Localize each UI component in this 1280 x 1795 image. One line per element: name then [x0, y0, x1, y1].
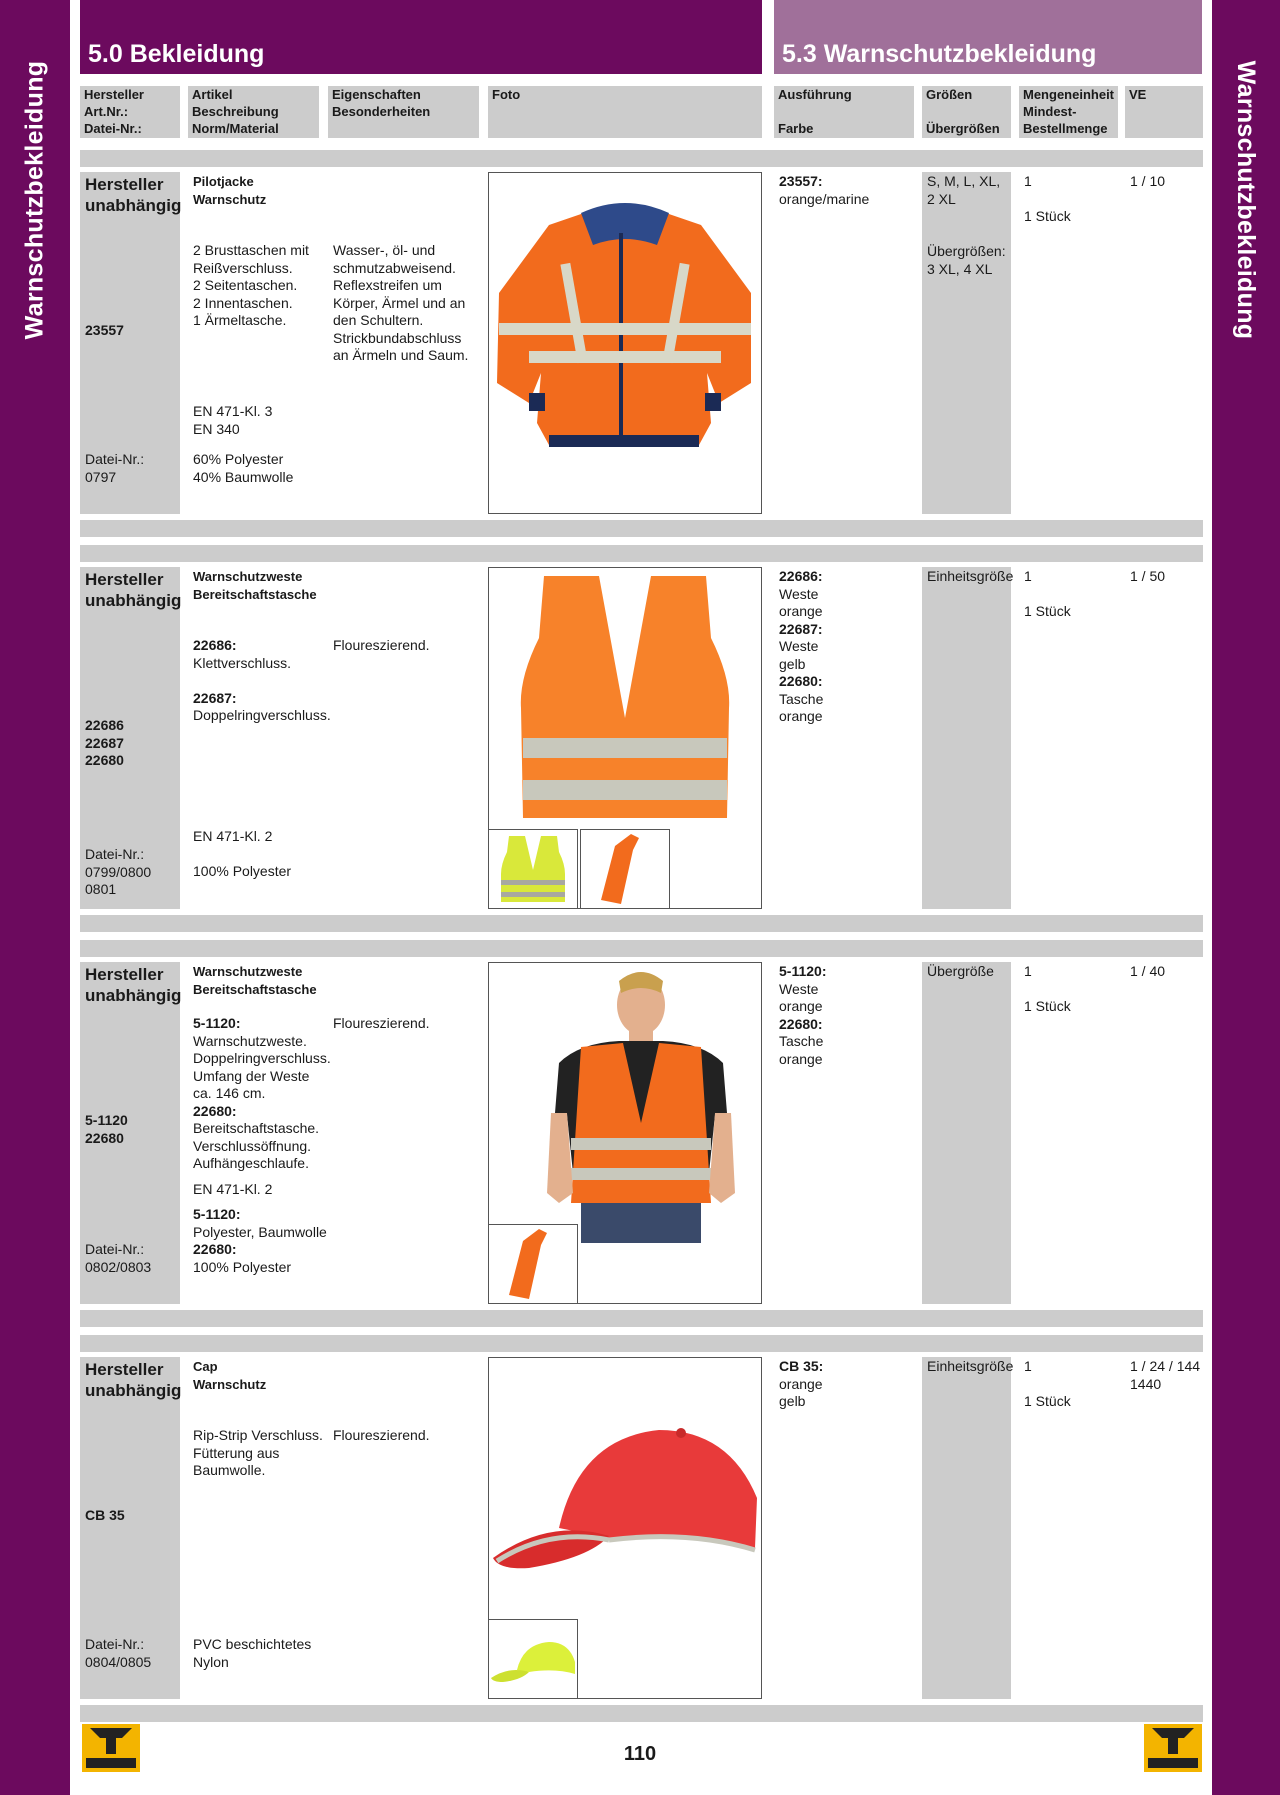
sizes-cell [922, 1357, 1014, 1699]
divider [80, 940, 1203, 957]
sizes-cell [922, 962, 1011, 1304]
manufacturer-name: Hersteller unabhängig [85, 1360, 182, 1400]
manufacturer-name: Hersteller unabhängig [85, 570, 182, 610]
col-header-ve: VE [1125, 86, 1203, 138]
product-unit: 1 1 Stück [1024, 568, 1071, 619]
sizes-cell [922, 567, 1014, 909]
product-description: Rip-Strip Verschluss. Fütterung aus Baumwolle. [193, 1427, 323, 1478]
product-unit: 1 1 Stück [1024, 1358, 1071, 1409]
product-properties: Floureszierend. [333, 1427, 430, 1443]
right-side-band [1212, 0, 1280, 1795]
article-numbers: 22686 22687 22680 [85, 717, 124, 768]
product-material: 100% Polyester [193, 863, 292, 879]
product-ve: 1 / 24 / 144 1440 [1130, 1358, 1201, 1392]
product-sizes: Einheitsgröße [927, 568, 1014, 584]
section-header: 5.0 Bekleidung [80, 0, 762, 74]
divider [80, 915, 1203, 932]
product-description: 2 Brusttaschen mit Reißverschluss. 2 Seitentaschen. 2 Innentaschen. 1 Ärmeltasche. [193, 242, 309, 328]
product-unit: 1 1 Stück [1024, 173, 1071, 224]
divider [80, 1705, 1203, 1722]
manufacturer-name: Hersteller unabhängig [85, 965, 182, 1005]
article-numbers: CB 35 [85, 1507, 125, 1523]
product-description: 5-1120: Warnschutzweste. Doppelringverschluss. Umfang der Weste ca. 146 cm. 22680: Bereitschaftstasche. Verschlussöffnung. Aufhängeschlaufe. [193, 1015, 331, 1171]
product-title: Warnschutzweste Bereitschaftstasche [193, 964, 317, 997]
product-material: 5-1120: Polyester, Baumwolle 22680: 100% Polyester [193, 1206, 327, 1275]
product-ve: 1 / 40 [1130, 963, 1166, 979]
subsection-header: 5.3 Warnschutzbekleidung [774, 0, 1202, 74]
file-number: Datei-Nr.: 0797 [85, 451, 145, 485]
col-header-article: Artikel Beschreibung Norm/Material [188, 86, 319, 138]
product-execution: 23557: orange/marine [779, 173, 870, 207]
product-ve: 1 / 50 [1130, 568, 1166, 584]
col-header-manufacturer: Hersteller Art.Nr.: Datei-Nr.: [80, 86, 180, 138]
left-side-title: Warnschutzbekleidung [20, 60, 49, 340]
file-number: Datei-Nr.: 0802/0803 [85, 1241, 152, 1275]
col-header-execution: Ausführung Farbe [774, 86, 914, 138]
product-ve: 1 / 10 [1130, 173, 1166, 189]
product-norm: EN 471-Kl. 2 [193, 1181, 273, 1197]
col-header-unit: Mengeneinheit Mindest- Bestellmenge [1019, 86, 1118, 138]
product-description: 22686: Klettverschluss. 22687: Doppelringverschluss. [193, 637, 331, 723]
page-number: 110 [623, 1743, 657, 1765]
col-header-photo: Foto [488, 86, 762, 138]
product-norm: EN 471-Kl. 2 [193, 828, 273, 844]
divider [80, 520, 1203, 537]
product-photo-pilot-jacket [488, 172, 762, 514]
right-side-title: Warnschutzbekleidung [1232, 60, 1261, 340]
product-sizes: Einheitsgröße [927, 1358, 1014, 1374]
thumbnail-yellow-vest [488, 829, 578, 909]
product-title: Pilotjacke Warnschutz [193, 174, 267, 207]
file-number: Datei-Nr.: 0804/0805 [85, 1636, 152, 1670]
article-numbers: 5-1120 22680 [85, 1112, 128, 1146]
divider [80, 545, 1203, 562]
thumbnail-yellow-cap [488, 1619, 578, 1699]
product-material: PVC beschichtetes Nylon [193, 1636, 312, 1670]
col-header-properties: Eigenschaften Besonderheiten [328, 86, 479, 138]
product-execution: 5-1120: Weste orange 22680: Tasche orange [779, 963, 827, 1067]
col-header-sizes: Größen Übergrößen [922, 86, 1011, 138]
thumbnail-orange-bag [580, 829, 670, 909]
product-execution: 22686: Weste orange 22687: Weste gelb 22680: Tasche orange [779, 568, 824, 724]
left-side-band [0, 0, 70, 1795]
product-title: Cap Warnschutz [193, 1359, 267, 1392]
product-properties: Wasser-, öl- und schmutzabweisend. Reflexstreifen um Körper, Ärmel und an den Schultern. Strickbundabschluss an Ärmeln und Saum. [333, 242, 469, 363]
product-properties: Floureszierend. [333, 1015, 430, 1031]
product-sizes: S, M, L, XL, 2 XL Übergrößen: 3 XL, 4 XL [927, 173, 1006, 277]
thumbnail-orange-bag [488, 1224, 578, 1304]
product-unit: 1 1 Stück [1024, 963, 1071, 1014]
product-norm: EN 471-Kl. 3 EN 340 [193, 403, 273, 437]
divider [80, 150, 1203, 167]
manufacturer-name: Hersteller unabhängig [85, 175, 182, 215]
product-execution: CB 35: orange gelb [779, 1358, 824, 1409]
product-material: 60% Polyester 40% Baumwolle [193, 451, 294, 485]
file-number: Datei-Nr.: 0799/0800 0801 [85, 846, 152, 897]
article-numbers: 23557 [85, 322, 124, 338]
product-sizes: Übergröße [927, 963, 994, 979]
product-title: Warnschutzweste Bereitschaftstasche [193, 569, 317, 602]
divider [80, 1335, 1203, 1352]
divider [80, 1310, 1203, 1327]
product-properties: Floureszierend. [333, 637, 430, 653]
